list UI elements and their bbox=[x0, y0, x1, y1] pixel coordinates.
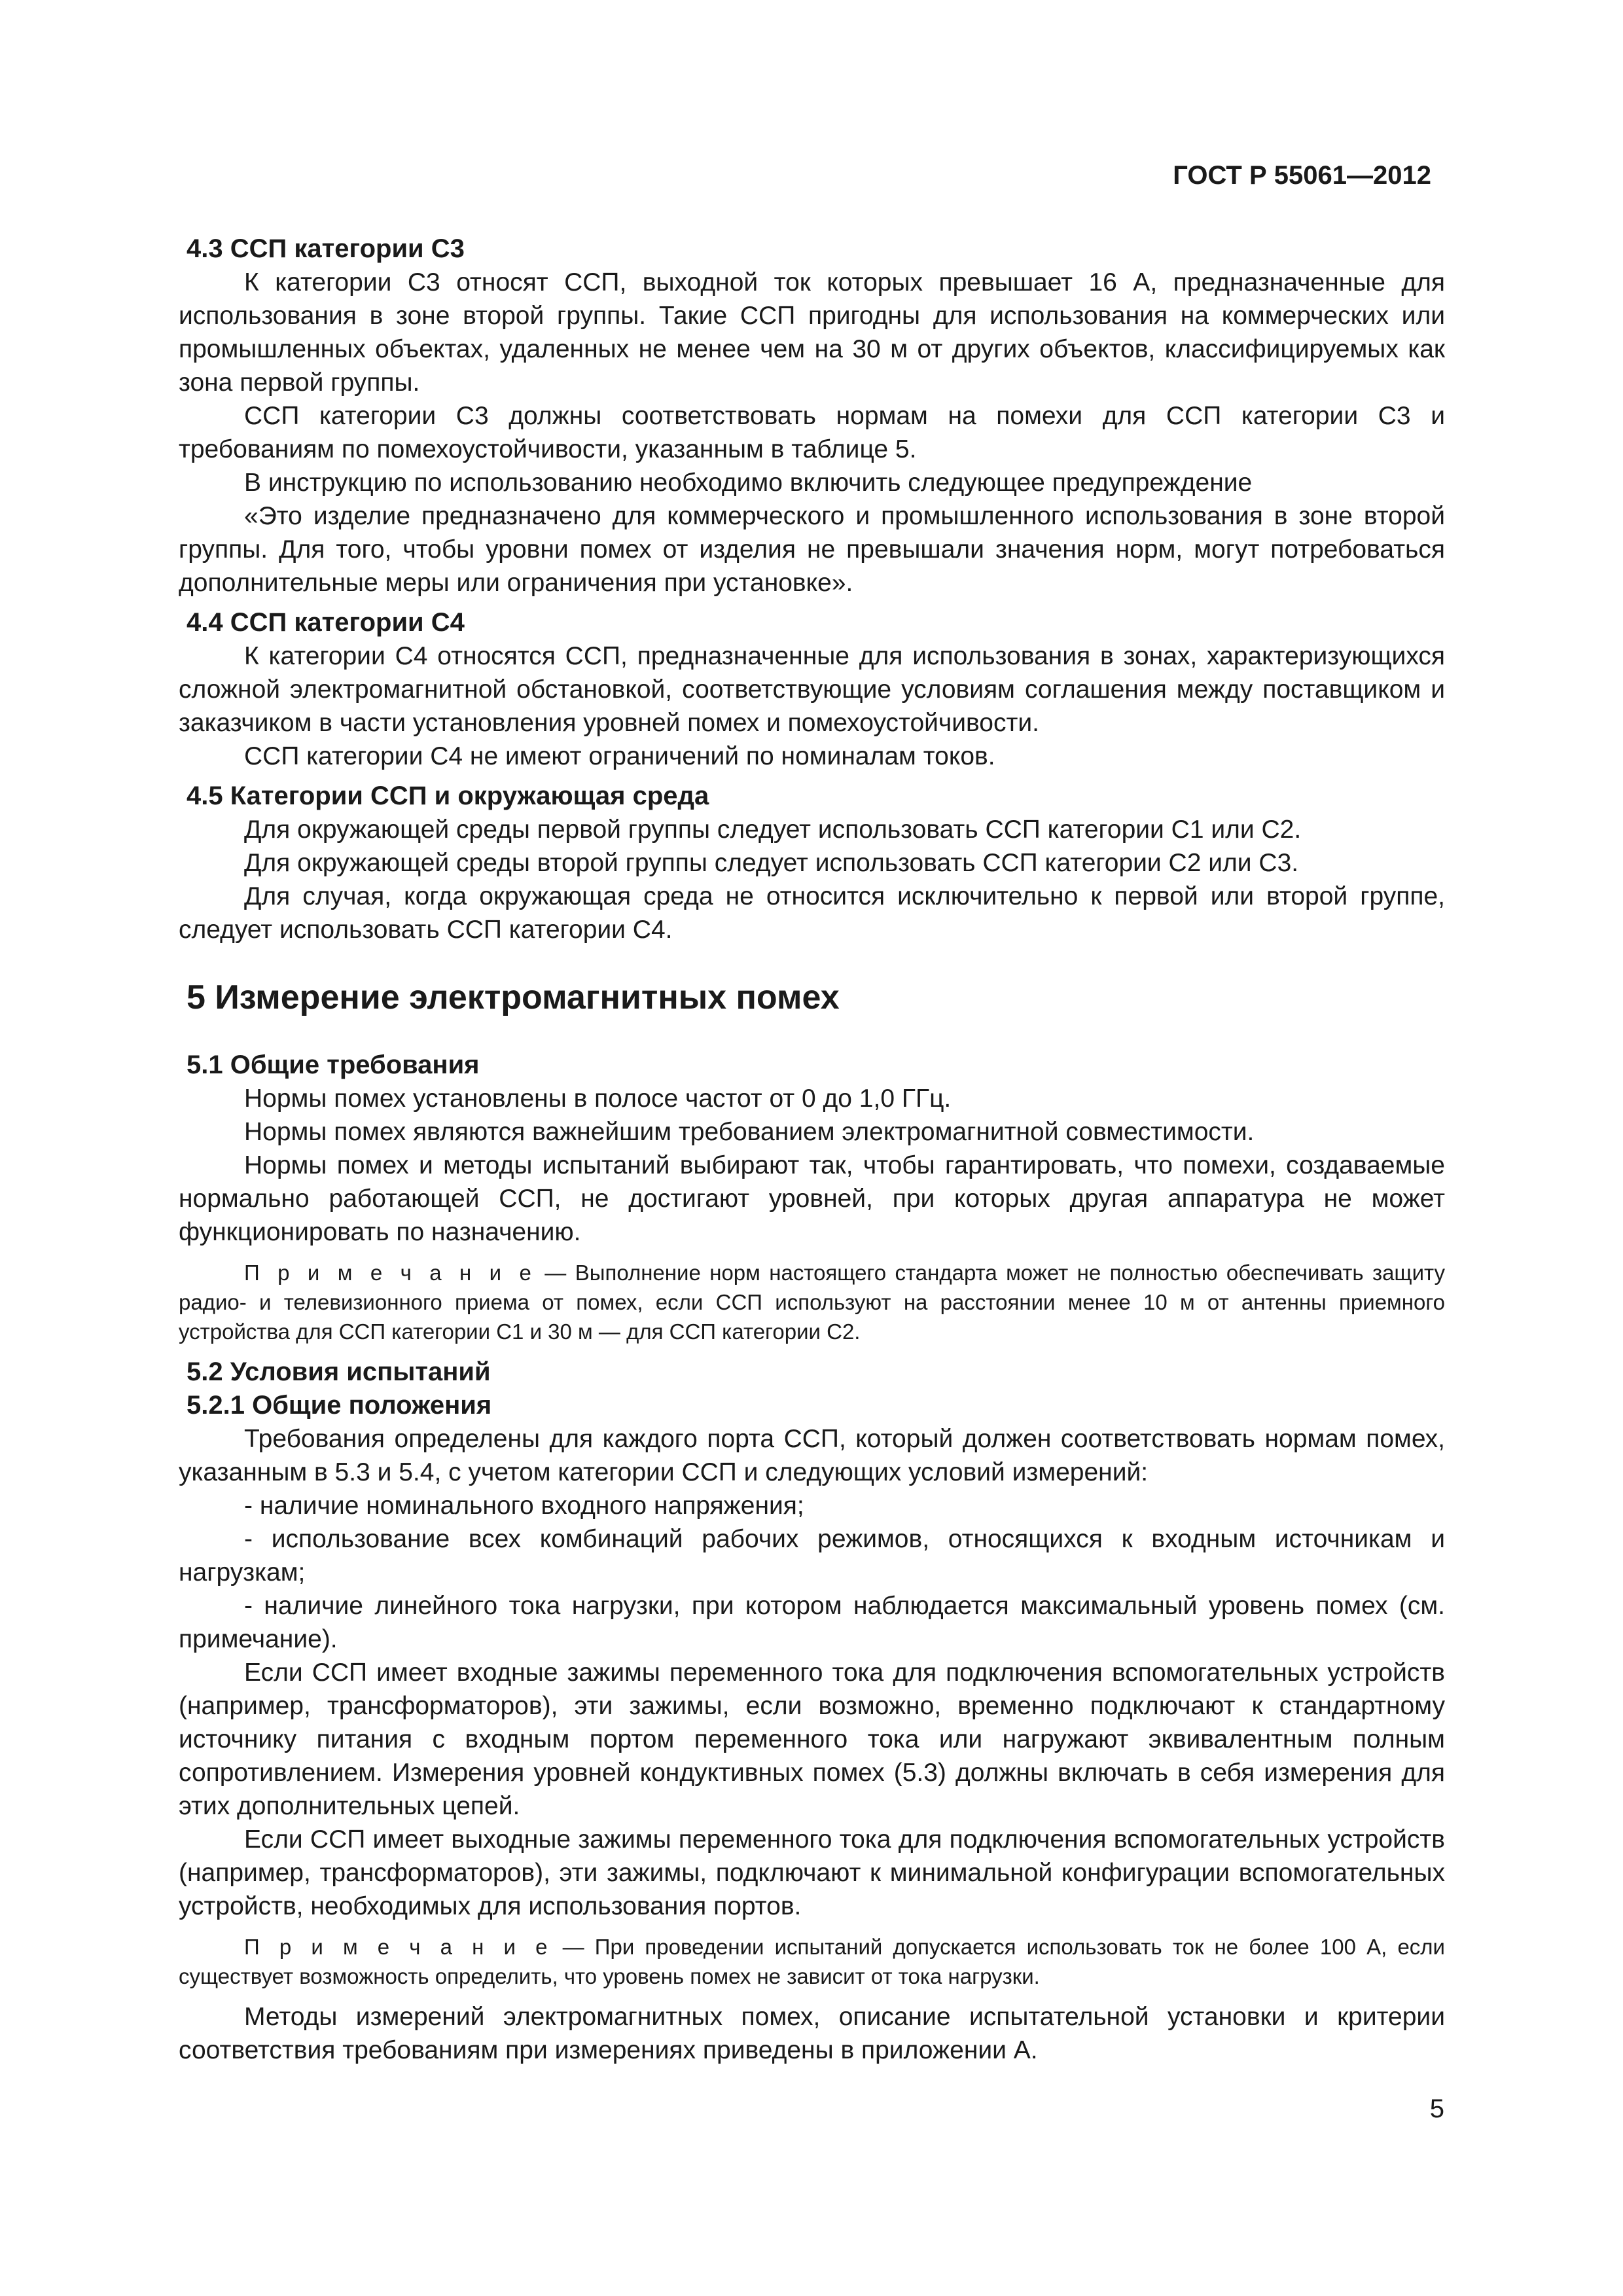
heading-5-2-1: 5.2.1 Общие положения bbox=[187, 1391, 492, 1420]
list-item: - использование всех комбинаций рабочих режимов, относящихся к входным источникам и нагрузкам; bbox=[179, 1525, 1445, 1587]
note-label: П р и м е ч а н и е bbox=[244, 1261, 536, 1285]
paragraph: Нормы помех являются важнейшим требованием электромагнитной совместимости. bbox=[244, 1118, 1255, 1146]
list-item: - наличие номинального входного напряжения; bbox=[244, 1492, 804, 1520]
heading-5: 5 Измерение электромагнитных помех bbox=[187, 978, 840, 1016]
page-body bbox=[179, 232, 1445, 2067]
note-text: — При проведении испытаний допускается использовать ток не более 100 А, если существует возможность определить, что уровень помех не зависит от тока нагрузки. bbox=[179, 1935, 1445, 1988]
paragraph: К категории С4 относятся ССП, предназначенные для использования в зонах, характеризующихся сложной электромагнитной обстановкой, соответствующие условиям соглашения между поставщиком и заказчиком в части установления уровней помех и помехоустойчивости. bbox=[179, 642, 1445, 737]
list-item: - наличие линейного тока нагрузки, при котором наблюдается максимальный уровень помех (см. примечание). bbox=[179, 1592, 1445, 1653]
note-5-2-1 bbox=[179, 1932, 1445, 1991]
note-5-1 bbox=[179, 1258, 1445, 1346]
warning-quote-paragraph: «Это изделие предназначено для коммерческого и промышленного использования в зоне второй группы. Для того, чтобы уровни помех от изделия не превышали значения норм, могут потребоваться дополнительные меры или ограничения при установке». bbox=[179, 502, 1445, 597]
paragraph: К категории С3 относят ССП, выходной ток которых превышает 16 А, предназначенные для использования в зоне второй группы. Такие ССП пригодны для использования на коммерческих или промышленных объектах, удаленных не менее чем на 30 м от других объектов, классифицируемых как зона первой группы. bbox=[179, 268, 1445, 397]
paragraph: В инструкцию по использованию необходимо включить следующее предупреждение bbox=[244, 469, 1253, 497]
heading-5-1: 5.1 Общие требования bbox=[187, 1050, 480, 1079]
paragraph: Нормы помех и методы испытаний выбирают так, чтобы гарантировать, что помехи, создаваемые нормально работающей ССП, не достигают уровней, при которых другая аппаратура не может функционировать по назначению. bbox=[179, 1151, 1445, 1246]
paragraph: Для окружающей среды второй группы следует использовать ССП категории С2 или С3. bbox=[244, 849, 1299, 877]
paragraph: Нормы помех установлены в полосе частот от 0 до 1,0 ГГц. bbox=[244, 1085, 952, 1113]
heading-4-5: 4.5 Категории ССП и окружающая среда bbox=[187, 781, 709, 810]
paragraph: Если ССП имеет выходные зажимы переменного тока для подключения вспомогательных устройств (например, трансформаторов), эти зажимы, подключают к минимальной конфигурации вспомогательных устройств, необходимых для использования портов. bbox=[179, 1825, 1445, 1920]
paragraph: Для окружающей среды первой группы следует использовать ССП категории С1 или С2. bbox=[244, 816, 1302, 844]
heading-5-2: 5.2 Условия испытаний bbox=[187, 1357, 491, 1386]
page-number: 5 bbox=[1429, 2094, 1444, 2123]
heading-4-4: 4.4 ССП категории С4 bbox=[187, 608, 465, 637]
paragraph: Методы измерений электромагнитных помех, описание испытательной установки и критерии соответствия требованиям при измерениях приведены в приложении А. bbox=[179, 2003, 1445, 2064]
paragraph: ССП категории С3 должны соответствовать нормам на помехи для ССП категории С3 и требованиям по помехоустойчивости, указанным в таблице 5. bbox=[179, 402, 1445, 463]
paragraph: Требования определены для каждого порта ССП, который должен соответствовать нормам помех, указанным в 5.3 и 5.4, с учетом категории ССП и следующих условий измерений: bbox=[179, 1425, 1445, 1486]
paragraph: Если ССП имеет входные зажимы переменного тока для подключения вспомогательных устройств (например, трансформаторов), эти зажимы, если возможно, временно подключают к стандартному источнику питания с входным портом переменного тока или нагружают эквивалентным полным сопротивлением. Измерения уровней кондуктивных помех (5.3) должны включать в себя измерения для этих дополнительных цепей. bbox=[179, 1659, 1445, 1820]
note-label: П р и м е ч а н и е bbox=[244, 1935, 552, 1959]
paragraph: Для случая, когда окружающая среда не относится исключительно к первой или второй группе, следует использовать ССП категории С4. bbox=[179, 882, 1445, 944]
note-text: — Выполнение норм настоящего стандарта может не полностью обеспечивать защиту радио- и телевизионного приема от помех, если ССП используют на расстоянии менее 10 м от антенны приемного устройства для ССП категории С1 и 30 м — для ССП категории С2. bbox=[179, 1261, 1445, 1344]
heading-4-3: 4.3 ССП категории С3 bbox=[187, 234, 465, 263]
standard-code-header: ГОСТ Р 55061—2012 bbox=[1173, 161, 1431, 190]
paragraph: ССП категории С4 не имеют ограничений по номиналам токов. bbox=[244, 742, 995, 770]
